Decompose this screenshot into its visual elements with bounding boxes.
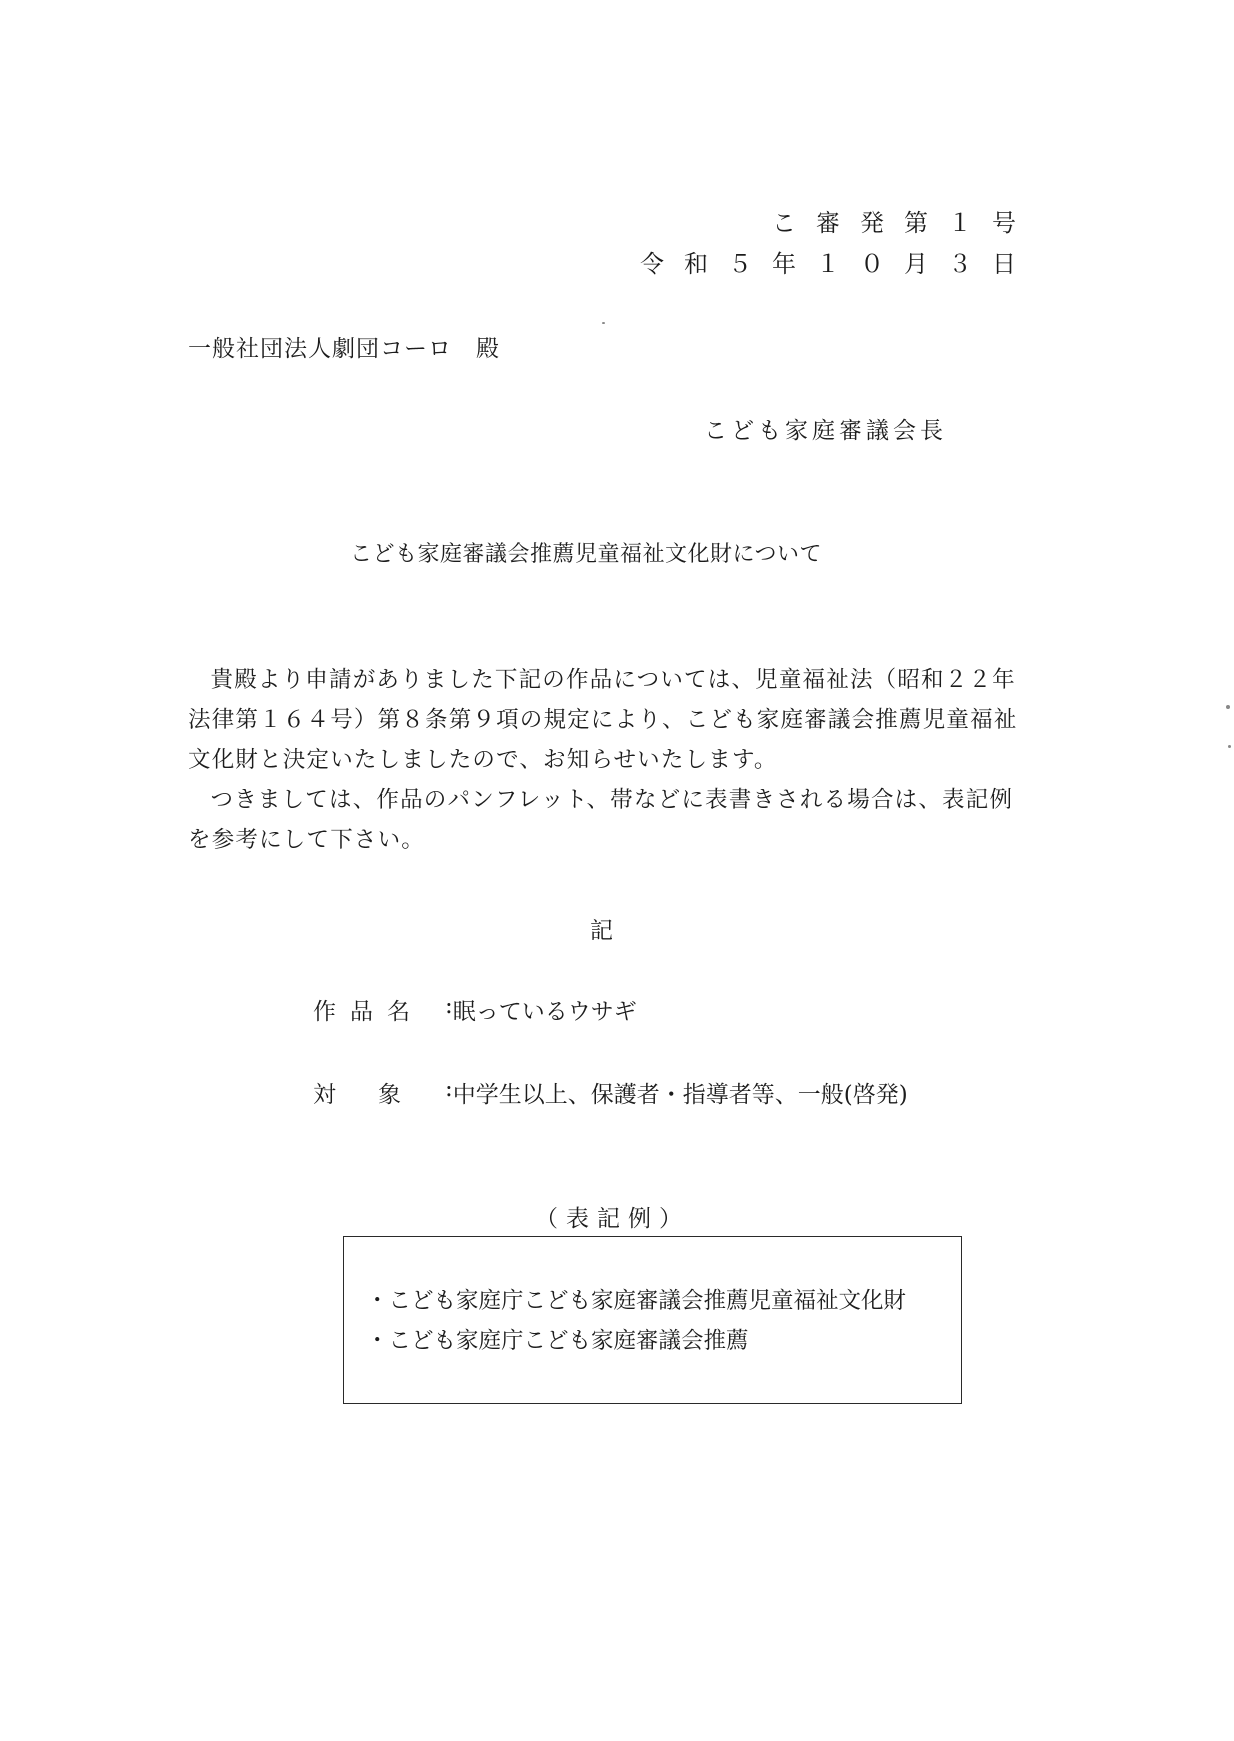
document-date: 令和５年１０月３日 — [640, 250, 1036, 278]
target-label: 対象 — [313, 1082, 443, 1108]
example-heading: （表記例） — [535, 1206, 690, 1232]
example-list — [366, 1281, 906, 1361]
recipient: 一般社団法人劇団コーロ 殿 — [188, 336, 500, 362]
ki-heading: 記 — [590, 918, 613, 944]
document-number: こ審発第１号 — [772, 209, 1036, 237]
body-paragraph: つきましては、作品のパンフレット、帯などに表書きされる場合は、表記例を参考にして下さい。 — [188, 787, 1014, 853]
body-paragraph: 貴殿より申請がありました下記の作品については、児童福祉法（昭和２２年法律第１６４号）第８条第９項の規定により、こども家庭審議会推薦児童福祉文化財と決定いたしましたので、お知らせいたします。 — [188, 667, 1018, 773]
subject-title: こども家庭審議会推薦児童福祉文化財について — [350, 542, 823, 567]
work-title-value: 眠っているウサギ — [452, 999, 637, 1025]
scan-speck — [1228, 745, 1231, 748]
work-title-row — [313, 993, 637, 1026]
target-row — [313, 1076, 908, 1109]
example-item: ・こども家庭庁こども家庭審議会推薦 — [366, 1328, 749, 1354]
example-item: ・こども家庭庁こども家庭審議会推薦児童福祉文化財 — [366, 1288, 907, 1314]
body-text — [188, 660, 1018, 860]
sender: こども家庭審議会長 — [704, 418, 947, 444]
target-value: 中学生以上、保護者・指導者等、一般(啓発) — [452, 1082, 908, 1108]
example-box — [343, 1236, 962, 1404]
target-separator: : — [445, 1076, 453, 1102]
scan-speck — [602, 322, 605, 324]
scan-speck — [1226, 705, 1230, 709]
work-title-label: 作品名 — [313, 999, 424, 1025]
work-title-separator: : — [445, 993, 453, 1019]
